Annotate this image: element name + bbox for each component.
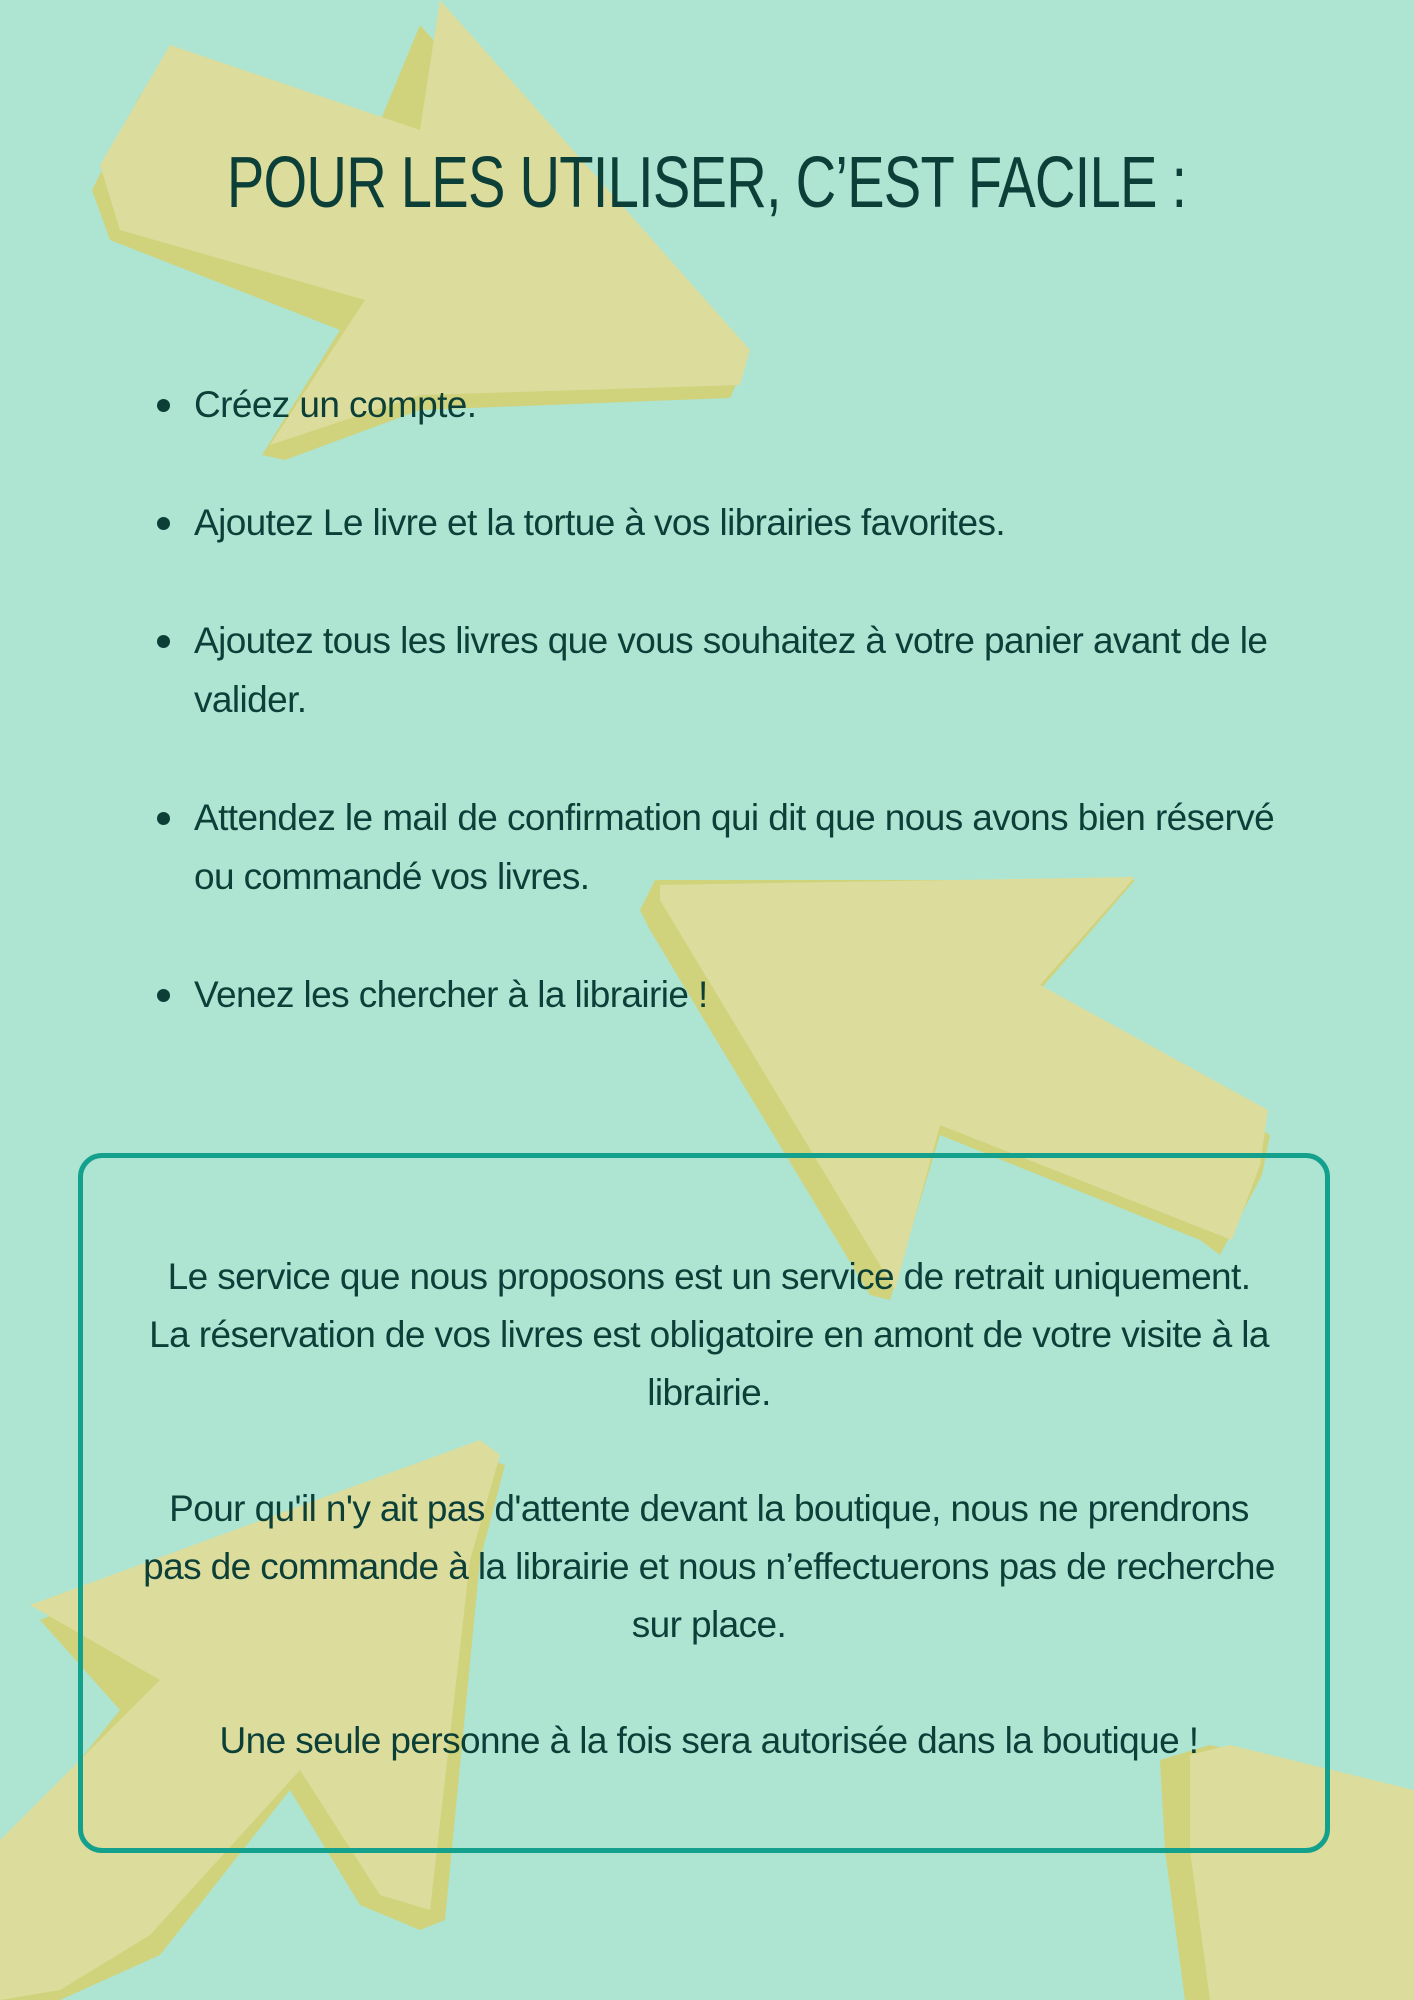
notice-text xyxy=(143,1248,1275,1770)
list-item xyxy=(150,611,1300,729)
bullet-icon xyxy=(157,635,170,648)
notice-paragraph-one-person: Une seule personne à la fois sera autorisée dans la boutique ! xyxy=(219,1720,1199,1761)
list-item xyxy=(150,788,1300,906)
list-item xyxy=(150,965,1300,1024)
bullet-icon xyxy=(157,989,170,1002)
page-title: POUR LES UTILISER, C’EST FACILE : xyxy=(226,143,1187,223)
step-text: Venez les chercher à la librairie ! xyxy=(194,974,708,1015)
list-item xyxy=(150,375,1300,434)
notice-paragraph-pickup: Le service que nous proposons est un service de retrait uniquement. La réservation de vos livres est obligatoire en amont de votre visite à la librairie. xyxy=(149,1256,1269,1413)
steps-list xyxy=(150,375,1300,1083)
notice-paragraph-no-orders: Pour qu'il n'y ait pas d'attente devant la boutique, nous ne prendrons pas de commande à la librairie et nous n’effectuerons pas de recherche sur place. xyxy=(143,1488,1275,1645)
bullet-icon xyxy=(157,812,170,825)
notice-box xyxy=(78,1153,1330,1853)
step-text: Créez un compte. xyxy=(194,384,477,425)
bullet-icon xyxy=(157,399,170,412)
step-text: Attendez le mail de confirmation qui dit que nous avons bien réservé ou commandé vos livres. xyxy=(194,797,1275,897)
bullet-icon xyxy=(157,517,170,530)
list-item xyxy=(150,493,1300,552)
step-text: Ajoutez Le livre et la tortue à vos librairies favorites. xyxy=(194,502,1006,543)
step-text: Ajoutez tous les livres que vous souhaitez à votre panier avant de le valider. xyxy=(194,620,1268,720)
